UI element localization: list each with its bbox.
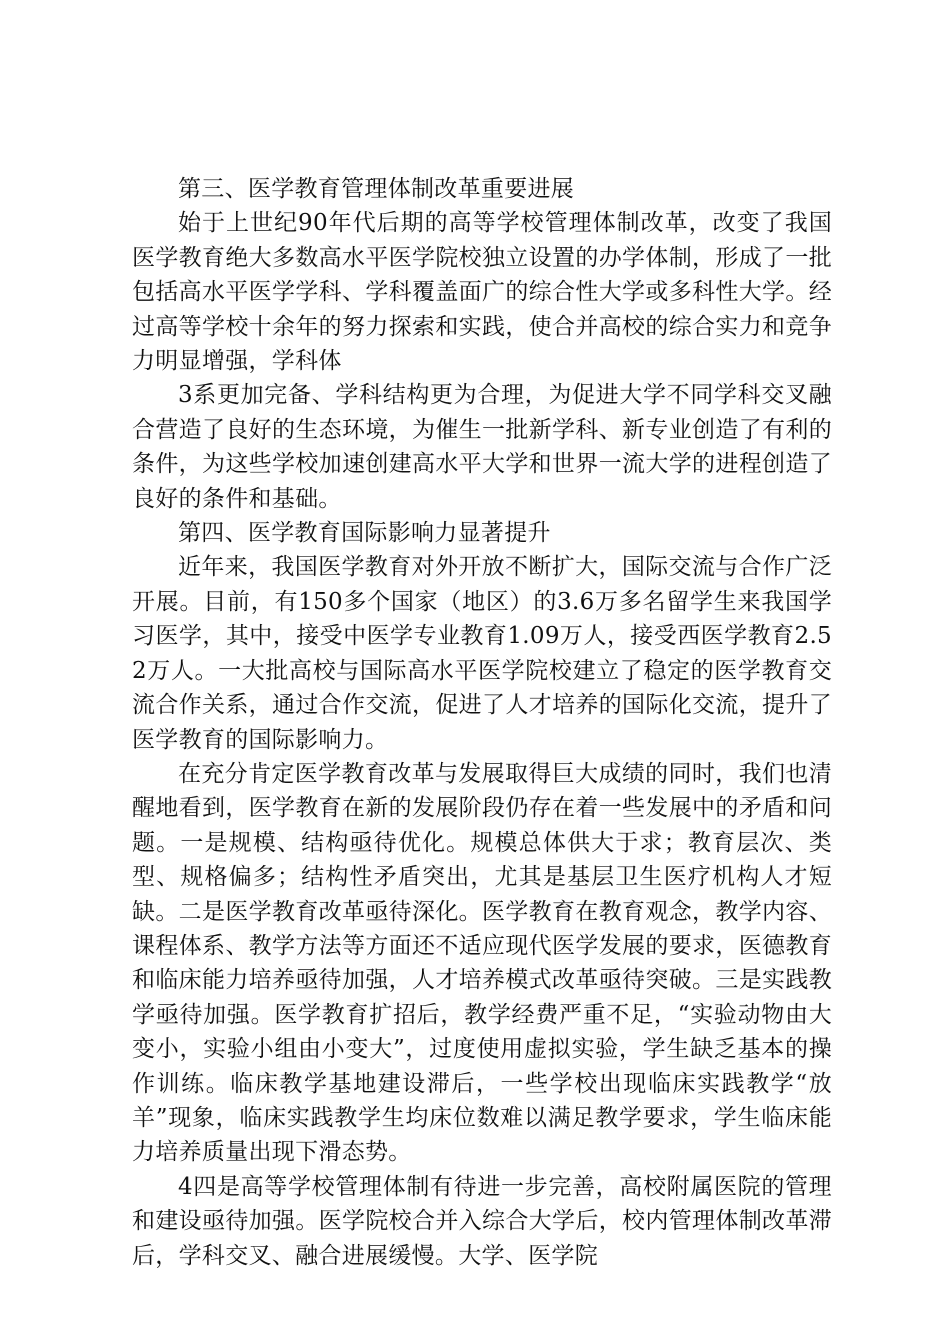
paragraph-2: 3系更加完备、学科结构更为合理，为促进大学不同学科交叉融合营造了良好的生态环境，为催生一批新学科、新专业创造了有利的条件，为这些学校加速创建高水平大学和世界一流大学的进程创造了良好的条件和基础。	[132, 382, 832, 512]
document-body	[132, 172, 832, 1273]
section-heading-3: 第三、医学教育管理体制改革重要进展	[178, 176, 575, 202]
paragraph-4: 在充分肯定医学教育改革与发展取得巨大成绩的同时，我们也清醒地看到，医学教育在新的发展阶段仍存在着一些发展中的矛盾和问题。一是规模、结构亟待优化。规模总体供大于求；教育层次、类型、规格偏多；结构性矛盾突出，尤其是基层卫生医疗机构人才短缺。二是医学教育改革亟待深化。医学教育在教育观念，教学内容、课程体系、教学方法等方面还不适应现代医学发展的要求，医德教育和临床能力培养亟待加强，人才培养模式改革亟待突破。三是实践教学亟待加强。医学教育扩招后，教学经费严重不足，“实验动物由大变小，实验小组由小变大”，过度使用虚拟实验，学生缺乏基本的操作训练。临床教学基地建设滞后，一些学校出现临床实践教学“放羊”现象，临床实践教学生均床位数难以满足教学要求，学生临床能力培养质量出现下滑态势。	[132, 760, 832, 1166]
paragraph-1: 始于上世纪90年代后期的高等学校管理体制改革，改变了我国医学教育绝大多数高水平医学院校独立设置的办学体制，形成了一批包括高水平医学学科、学科覆盖面广的综合性大学或多科性大学。经过高等学校十余年的努力探索和实践，使合并高校的综合实力和竞争力明显增强，学科体	[132, 210, 832, 375]
paragraph-3: 近年来，我国医学教育对外开放不断扩大，国际交流与合作广泛开展。目前，有150多个国家（地区）的3.6万多名留学生来我国学习医学，其中，接受中医学专业教育1.09万人，接受西医学教育2.52万人。一大批高校与国际高水平医学院校建立了稳定的医学教育交流合作关系，通过合作交流，促进了人才培养的国际化交流，提升了医学教育的国际影响力。	[132, 554, 832, 753]
paragraph-5: 4四是高等学校管理体制有待进一步完善，高校附属医院的管理和建设亟待加强。医学院校合并入综合大学后，校内管理体制改革滞后，学科交叉、融合进展缓慢。大学、医学院	[132, 1173, 832, 1269]
section-heading-4: 第四、医学教育国际影响力显著提升	[178, 520, 551, 547]
